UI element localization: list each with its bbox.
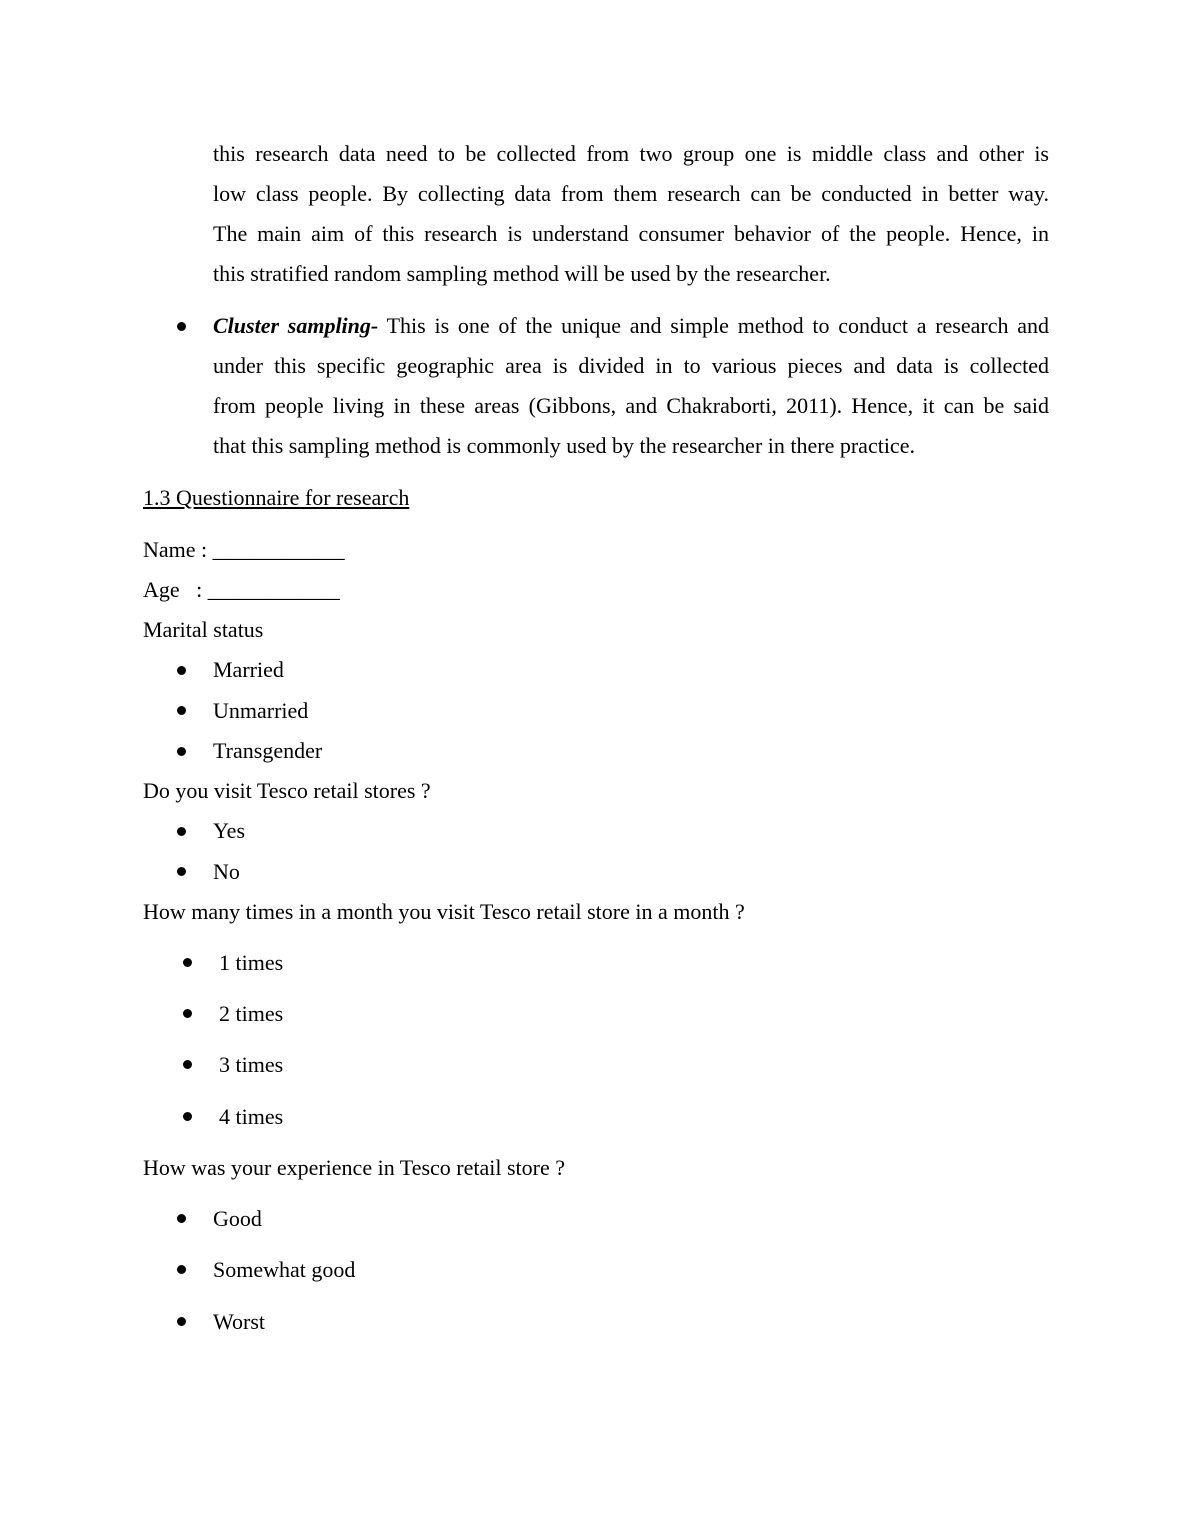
- name-field: Name : ____________: [143, 537, 345, 562]
- intro-line: this stratified random sampling method will be used by the researcher.: [213, 261, 831, 286]
- bullet-icon: [183, 1060, 192, 1069]
- cluster-line: under this specific geographic area is divided in to various pieces and data is collected: [213, 353, 1049, 378]
- bullet-icon: [183, 958, 192, 967]
- bullet-icon: [177, 747, 186, 756]
- intro-line: this research data need to be collected from two group one is middle class and other is: [213, 141, 1049, 166]
- frequency-question: How many times in a month you visit Tesco retail store in a month ?: [143, 899, 745, 924]
- cluster-line: from people living in these areas (Gibbons, and Chakraborti, 2011). Hence, it can be said: [213, 393, 1049, 418]
- bullet-icon: [177, 867, 186, 876]
- experience-question: How was your experience in Tesco retail store ?: [143, 1155, 566, 1180]
- bullet-icon: [177, 322, 186, 331]
- option-yes: Yes: [213, 818, 246, 843]
- visit-question: Do you visit Tesco retail stores ?: [143, 778, 431, 803]
- option-1-times: 1 times: [219, 950, 284, 975]
- option-no: No: [213, 859, 240, 884]
- bullet-icon: [177, 666, 186, 675]
- option-good: Good: [213, 1206, 262, 1231]
- intro-line: The main aim of this research is understand consumer behavior of the people. Hence, in: [213, 221, 1049, 246]
- bullet-icon: [177, 1317, 186, 1326]
- bullet-icon: [183, 1112, 192, 1121]
- section-heading: 1.3 Questionnaire for research: [143, 485, 410, 510]
- option-transgender: Transgender: [213, 738, 323, 763]
- bullet-icon: [177, 1214, 186, 1223]
- cluster-line: that this sampling method is commonly used by the researcher in there practice.: [213, 433, 915, 458]
- cluster-first-line-text: This is one of the unique and simple method to conduct a research and: [378, 313, 1049, 338]
- bullet-icon: [177, 827, 186, 836]
- option-worst: Worst: [213, 1309, 266, 1334]
- age-field: Age : ____________: [143, 577, 340, 602]
- bullet-icon: [183, 1009, 192, 1018]
- intro-line: low class people. By collecting data from them research can be conducted in better way.: [213, 181, 1049, 206]
- option-2-times: 2 times: [219, 1001, 284, 1026]
- bullet-icon: [177, 706, 186, 715]
- option-somewhat-good: Somewhat good: [213, 1257, 356, 1282]
- option-married: Married: [213, 657, 284, 682]
- cluster-term: Cluster sampling-: [213, 313, 379, 338]
- marital-status-question: Marital status: [143, 617, 264, 642]
- option-3-times: 3 times: [219, 1052, 284, 1077]
- bullet-icon: [177, 1265, 186, 1274]
- cluster-line-first: [213, 314, 1049, 338]
- option-unmarried: Unmarried: [213, 698, 309, 723]
- option-4-times: 4 times: [219, 1104, 284, 1129]
